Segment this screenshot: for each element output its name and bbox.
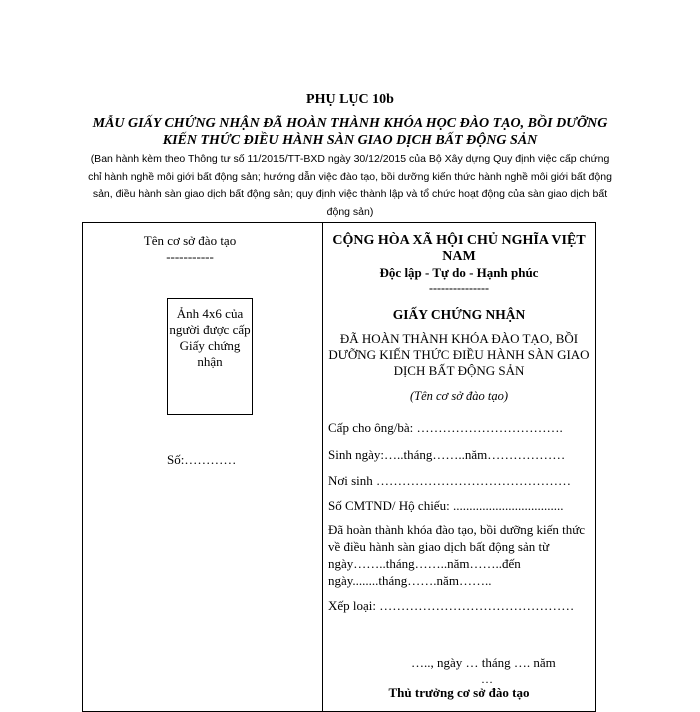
institution-name-label: Tên cơ sở đào tạo [143,233,237,248]
certificate-number: Số:………… [167,452,237,467]
left-column [83,223,322,711]
place-date-ellipsis: … [481,672,493,686]
nation-heading: CỘNG HÒA XÃ HỘI CHỦ NGHĨA VIỆT NAM [332,233,586,264]
place-date-line: ….., ngày … tháng …. năm [411,655,556,670]
photo-placeholder [167,298,253,415]
form-title: MẪU GIẤY CHỨNG NHẬN ĐÃ HOÀN THÀNH KHÓA HỌC ĐÀO TẠO, BỒI DƯỠNG KIẾN THỨC ĐIỀU HÀNH SÀN GIAO DỊCH BẤT ĐỘNG SẢN [92,116,608,148]
birthplace-field: Nơi sinh ……………………………………… [328,473,572,488]
signer-title: Thủ trưởng cơ sở đào tạo [388,685,530,700]
right-column [323,223,595,711]
certificate-title: GIẤY CHỨNG NHẬN [392,307,526,322]
grade-field: Xếp loại: ……………………………………… [328,598,575,613]
institution-divider: ----------- [166,249,214,264]
recipient-field: Cấp cho ông/bà: ……………………………. [328,420,563,435]
date-of-birth-field: Sinh ngày:…..tháng……..năm……………… [328,447,566,462]
appendix-title: PHỤ LỤC 10b [306,92,394,107]
certificate-institution: (Tên cơ sở đào tạo) [409,389,509,403]
certificate-table [82,222,596,712]
issuance-note: (Ban hành kèm theo Thông tư số 11/2015/TT-BXD ngày 30/12/2015 của Bộ Xây dựng Quy định việc cấp chứng chỉ hành nghề môi giới bất động sản; hướng dẫn việc đào tạo, bồi dưỡng kiến thức hành nghề môi giới bất động sản, điều hành sàn giao dịch bất động sản; quy định việc thành lập và tổ chức hoạt động của sàn giao dịch bất động sản) [88,153,612,218]
national-motto: Độc lập - Tự do - Hạnh phúc [379,265,539,280]
id-number-field: Số CMTND/ Hộ chiếu: .................................. [328,498,564,513]
completion-statement: Đã hoàn thành khóa đào tạo, bồi dưỡng kiến thức về điều hành sàn giao dịch bất động sản từ ngày……..tháng……..năm……..đến ngày........tháng…….năm…….. [328,522,586,588]
certificate-subtitle: ĐÃ HOÀN THÀNH KHÓA ĐÀO TẠO, BỒI DƯỠNG KIẾN THỨC ĐIỀU HÀNH SÀN GIAO DỊCH BẤT ĐỘNG SẢN [328,331,590,378]
motto-divider: --------------- [429,281,489,295]
photo-placeholder-text: Ảnh 4x6 của người được cấp Giấy chứng nhận [169,306,251,369]
